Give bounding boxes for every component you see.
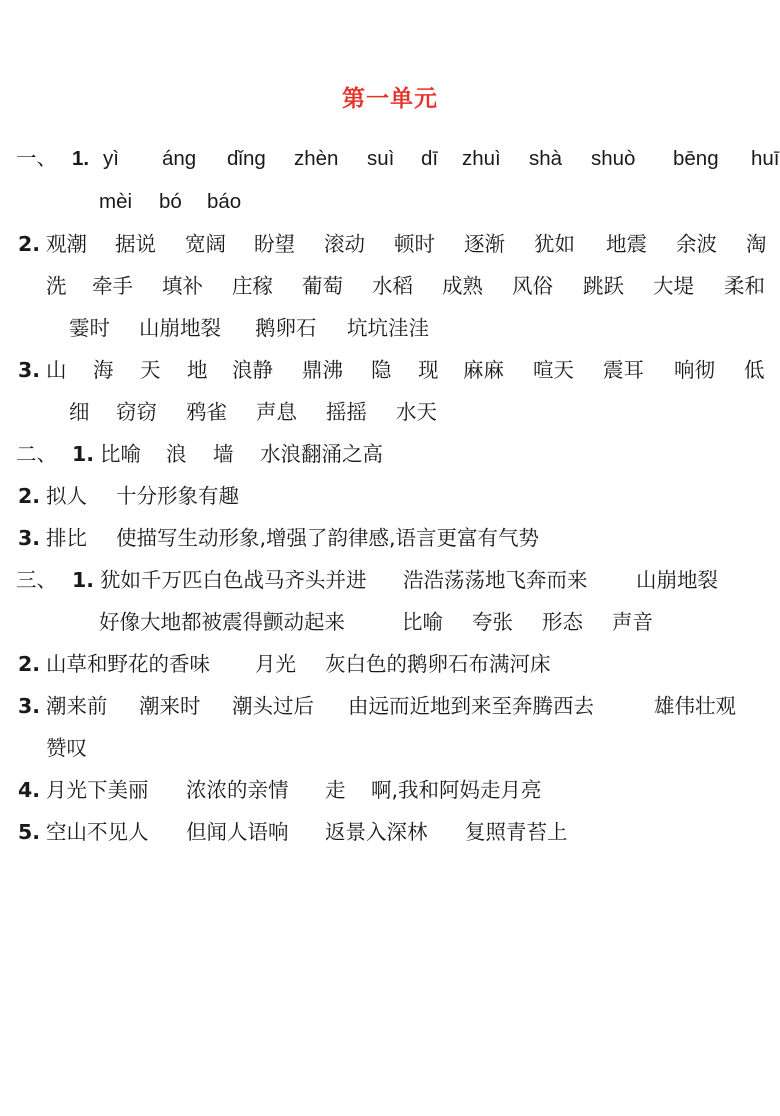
answer-token: 隐 (371, 358, 392, 382)
answer-token: 鹅卵石 (255, 316, 317, 340)
answer-token: 鸦雀 (186, 400, 227, 424)
s3-q4 (18, 773, 542, 807)
answer-token: suì (367, 147, 395, 170)
answer-token: 雄伟壮观 (654, 694, 736, 718)
answer-token: 风俗 (512, 274, 553, 298)
answer-token: 山崩地裂 (636, 568, 718, 592)
s1-q2-row1 (18, 227, 767, 261)
answer-token: 鼎沸 (302, 358, 343, 382)
answer-token: 观潮 (46, 232, 87, 256)
answer-token: 啊,我和阿妈走月亮 (371, 778, 542, 802)
answer-token: bó (159, 190, 182, 213)
s3-q5 (18, 815, 568, 849)
answer-token: 地震 (606, 232, 647, 256)
answer-token: 宽阔 (185, 232, 226, 256)
answer-token: 震耳 (603, 358, 644, 382)
s3-q1-row2 (99, 605, 653, 639)
question-number: 2. (18, 484, 41, 508)
answer-token: 麻麻 (463, 358, 504, 382)
answer-token: shuò (591, 147, 636, 170)
answer-token: 使描写生动形象,增强了韵律感,语言更富有气势 (116, 526, 540, 550)
answer-token: 地 (187, 358, 208, 382)
answer-token: huī (751, 147, 780, 170)
answer-token: 水天 (396, 400, 437, 424)
s1-q3-row1 (18, 353, 765, 387)
answer-token: 浪 (166, 442, 187, 466)
answer-token: báo (207, 190, 242, 213)
answer-token: 坑坑洼洼 (347, 316, 429, 340)
answer-token: 逐渐 (464, 232, 505, 256)
answer-token: bēng (673, 147, 719, 170)
answer-token: 由远而近地到来至奔腾西去 (348, 694, 594, 718)
question-number: 3. (18, 694, 41, 718)
answer-token: 响彻 (674, 358, 715, 382)
answer-token: 月光 (255, 652, 296, 676)
answer-token: 葡萄 (302, 274, 343, 298)
answer-token: 赞叹 (46, 736, 87, 760)
answer-token: 霎时 (69, 316, 110, 340)
answer-token: zhuì (462, 147, 501, 170)
s3-q1-row1 (16, 563, 718, 597)
s1-q1-row2 (99, 185, 241, 219)
answer-token: 走 (325, 778, 346, 802)
question-number: 1. (72, 147, 90, 170)
answer-token: 月光下美丽 (46, 778, 149, 802)
answer-token: 细 (69, 400, 90, 424)
s2-q3 (18, 521, 539, 555)
answer-token: 牵手 (92, 274, 133, 298)
s1-q2-row2 (46, 269, 765, 303)
answer-token: 墙 (213, 442, 234, 466)
answer-token: 比喻 (402, 610, 443, 634)
question-number: 1. (72, 568, 95, 592)
answer-token: 灰白色的鹅卵石布满河床 (325, 652, 551, 676)
answer-token: 窃窃 (116, 400, 157, 424)
answer-token: zhèn (294, 147, 339, 170)
question-number: 4. (18, 778, 41, 802)
answer-token: 低 (744, 358, 765, 382)
answer-token: 洗 (46, 274, 67, 298)
answer-token: 潮来时 (139, 694, 201, 718)
answer-token: 天 (140, 358, 161, 382)
s3-q3-row2 (46, 731, 87, 765)
answer-token: 跳跃 (583, 274, 624, 298)
page-title: 第一单元 (342, 86, 438, 112)
answer-token: 浩浩荡荡地飞奔而来 (403, 568, 588, 592)
answer-token: 浪静 (232, 358, 273, 382)
answer-token: 夸张 (472, 610, 513, 634)
answer-token: 现 (418, 358, 439, 382)
answer-token: áng (162, 147, 197, 170)
answer-token: 庄稼 (232, 274, 273, 298)
answer-token: 海 (93, 358, 114, 382)
answer-token: 据说 (115, 232, 156, 256)
answer-token: 返景入深林 (325, 820, 428, 844)
section-label: 三、 (16, 568, 57, 592)
answer-token: 山 (46, 358, 67, 382)
answer-token: 山草和野花的香味 (46, 652, 210, 676)
answer-token: 水稻 (372, 274, 413, 298)
question-number: 3. (18, 526, 41, 550)
answer-token: 犹如 (534, 232, 575, 256)
answer-token: shà (529, 147, 563, 170)
answer-token: 声息 (256, 400, 297, 424)
answer-token: 水浪翻涌之高 (260, 442, 383, 466)
s1-q2-row3 (69, 311, 429, 345)
answer-token: 盼望 (254, 232, 295, 256)
s3-q3-row1 (18, 689, 736, 723)
answer-token: 排比 (46, 526, 87, 550)
s2-q1 (16, 437, 383, 471)
answer-token: 山崩地裂 (139, 316, 221, 340)
answer-token: 潮来前 (46, 694, 108, 718)
answer-token: 柔和 (724, 274, 765, 298)
answer-token: 十分形象有趣 (116, 484, 239, 508)
answer-token: yì (103, 147, 119, 170)
answer-token: 空山不见人 (46, 820, 149, 844)
answer-token: 大堤 (653, 274, 694, 298)
answer-token: 顿时 (394, 232, 435, 256)
answer-token: 好像大地都被震得颤动起来 (99, 610, 345, 634)
answer-token: 声音 (612, 610, 653, 634)
answer-token: 比喻 (100, 442, 141, 466)
question-number: 1. (72, 442, 95, 466)
section-label: 二、 (16, 442, 57, 466)
answer-token: 滚动 (324, 232, 365, 256)
answer-token: 成熟 (442, 274, 483, 298)
answer-token: 拟人 (46, 484, 87, 508)
answer-token: 犹如千万匹白色战马齐头并进 (100, 568, 367, 592)
answer-token: 潮头过后 (232, 694, 314, 718)
section-label: 一、 (16, 147, 57, 170)
answer-token: 形态 (542, 610, 583, 634)
answer-token: mèi (99, 190, 133, 213)
question-number: 5. (18, 820, 41, 844)
answer-token: 余波 (676, 232, 717, 256)
answer-token: 摇摇 (326, 400, 367, 424)
answer-token: 淘 (746, 232, 767, 256)
question-number: 2. (18, 652, 41, 676)
s3-q2 (18, 647, 551, 681)
s1-q1-row1 (16, 142, 780, 176)
answer-token: dī (421, 147, 439, 170)
answer-token: 复照青苔上 (465, 820, 568, 844)
answer-token: 浓浓的亲情 (186, 778, 289, 802)
s2-q2 (18, 479, 239, 513)
question-number: 3. (18, 358, 41, 382)
answer-token: dǐng (227, 147, 266, 170)
answer-token: 填补 (162, 274, 203, 298)
answer-token: 但闻人语响 (186, 820, 289, 844)
answer-token: 喧天 (533, 358, 574, 382)
s1-q3-row2 (69, 395, 437, 429)
question-number: 2. (18, 232, 41, 256)
